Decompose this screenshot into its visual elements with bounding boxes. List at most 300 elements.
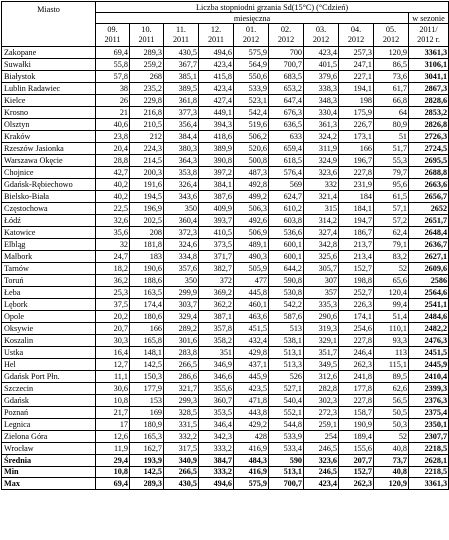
monthly-value: 380,3: [164, 143, 199, 155]
monthly-value: 289,2: [164, 323, 199, 335]
table-row: [2, 407, 449, 419]
city-name: Poznań: [2, 407, 96, 419]
monthly-value: 350: [164, 275, 199, 287]
monthly-value: 610,2: [269, 203, 304, 215]
monthly-value: 382,7: [199, 263, 234, 275]
monthly-value: 323,6: [304, 455, 339, 467]
monthly-value: 356,4: [164, 119, 199, 131]
monthly-value: 11,1: [96, 371, 130, 383]
monthly-value: 358,2: [199, 335, 234, 347]
monthly-value: 110,1: [374, 323, 409, 335]
monthly-value: 505,9: [234, 263, 269, 275]
month-header: 02. 2012: [269, 24, 304, 47]
monthly-value: 227,1: [339, 71, 374, 83]
monthly-value: 30,3: [96, 335, 130, 347]
monthly-value: 700,7: [269, 478, 304, 490]
monthly-value: 449,1: [199, 107, 234, 119]
monthly-value: 443,8: [234, 407, 269, 419]
monthly-value: 603,8: [269, 215, 304, 227]
monthly-value: 235,2: [130, 83, 164, 95]
monthly-value: 186,7: [339, 227, 374, 239]
monthly-value: 166: [339, 143, 374, 155]
monthly-value: 246,5: [304, 466, 339, 478]
monthly-value: 423,4: [304, 478, 339, 490]
monthly-value: 299,9: [164, 287, 199, 299]
monthly-value: 194,7: [339, 215, 374, 227]
monthly-value: 148,1: [130, 347, 164, 359]
monthly-value: 323,6: [304, 167, 339, 179]
monthly-value: 351: [199, 347, 234, 359]
table-row: [2, 347, 449, 359]
monthly-value: 349,5: [304, 359, 339, 371]
season-total: 3041,1: [409, 71, 449, 83]
monthly-value: 324,2: [304, 131, 339, 143]
monthly-value: 379,6: [304, 71, 339, 83]
monthly-value: 600,1: [269, 239, 304, 251]
monthly-value: 22,5: [96, 203, 130, 215]
monthly-value: 321,7: [164, 383, 199, 395]
monthly-value: 113: [374, 347, 409, 359]
city-name: Łeba: [2, 287, 96, 299]
monthly-value: 389,9: [199, 143, 234, 155]
monthly-value: 196,7: [339, 155, 374, 167]
monthly-value: 315: [304, 203, 339, 215]
monthly-value: 241,8: [339, 371, 374, 383]
monthly-value: 590: [269, 455, 304, 467]
season-total: 2726,3: [409, 131, 449, 143]
monthly-value: 520,6: [234, 143, 269, 155]
monthly-value: 283,8: [164, 347, 199, 359]
monthly-value: 494,6: [199, 478, 234, 490]
monthly-value: 506,9: [234, 227, 269, 239]
season-total: 2484,6: [409, 311, 449, 323]
monthly-value: 542,4: [234, 107, 269, 119]
monthly-value: 212: [130, 131, 164, 143]
monthly-value: 357,6: [164, 263, 199, 275]
monthly-value: 198: [339, 95, 374, 107]
city-name: Szczecin: [2, 383, 96, 395]
monthly-value: 311,9: [304, 143, 339, 155]
table-row: [2, 95, 449, 107]
monthly-value: 69,4: [96, 478, 130, 490]
monthly-value: 533,4: [269, 443, 304, 455]
monthly-value: 257,3: [339, 47, 374, 59]
monthly-value: 384,1: [199, 179, 234, 191]
monthly-value: 189,4: [339, 431, 374, 443]
city-name: Kielce: [2, 95, 96, 107]
monthly-value: 36,2: [96, 275, 130, 287]
monthly-value: 536,6: [269, 227, 304, 239]
monthly-value: 303,7: [164, 299, 199, 311]
table-row: [2, 131, 449, 143]
city-name: Kraków: [2, 131, 96, 143]
table-row: [2, 107, 449, 119]
monthly-value: 429,8: [234, 347, 269, 359]
monthly-value: 184,1: [339, 203, 374, 215]
monthly-value: 259,1: [304, 419, 339, 431]
city-name: Gdańsk Port Płn.: [2, 371, 96, 383]
monthly-value: 430,5: [164, 478, 199, 490]
monthly-value: 332: [304, 179, 339, 191]
monthly-value: 328,5: [164, 407, 199, 419]
monthly-value: 177,9: [130, 383, 164, 395]
table-row: [2, 215, 449, 227]
city-name: Gdańsk-Rębiechowo: [2, 179, 96, 191]
monthly-value: 20,2: [96, 311, 130, 323]
month-header: 01. 2012: [234, 24, 269, 47]
monthly-value: 213,4: [339, 251, 374, 263]
season-total: 2218,5: [409, 466, 449, 478]
city-name: Chojnice: [2, 167, 96, 179]
monthly-value: 174,4: [130, 299, 164, 311]
monthly-value: 361,8: [164, 95, 199, 107]
monthly-value: 327,4: [304, 227, 339, 239]
city-name: Warszawa Okęcie: [2, 155, 96, 167]
table-row: [2, 287, 449, 299]
table-row: [2, 335, 449, 347]
monthly-value: 644,2: [269, 263, 304, 275]
monthly-value: 158,7: [339, 407, 374, 419]
monthly-value: 259,2: [130, 59, 164, 71]
monthly-value: 37,5: [96, 299, 130, 311]
monthly-value: 268: [130, 71, 164, 83]
month-header: 03. 2012: [304, 24, 339, 47]
monthly-value: 83,2: [374, 251, 409, 263]
city-name: Elbląg: [2, 239, 96, 251]
monthly-value: 17: [96, 419, 130, 431]
monthly-value: 301,6: [164, 335, 199, 347]
monthly-value: 210,5: [130, 119, 164, 131]
monthly-value: 62,4: [374, 227, 409, 239]
monthly-value: 331,5: [164, 419, 199, 431]
season-total: 2652: [409, 203, 449, 215]
monthly-value: 647,4: [269, 95, 304, 107]
monthly-value: 252,7: [339, 287, 374, 299]
monthly-value: 540,4: [269, 395, 304, 407]
monthly-value: 55,3: [374, 155, 409, 167]
monthly-value: 489,1: [234, 239, 269, 251]
monthly-value: 73,6: [374, 71, 409, 83]
monthly-value: 142,5: [130, 466, 164, 478]
season-total: 2663,6: [409, 179, 449, 191]
season-total: 2609,6: [409, 263, 449, 275]
monthly-value: 307: [304, 275, 339, 287]
monthly-value: 373,5: [199, 239, 234, 251]
city-name: Białystok: [2, 71, 96, 83]
monthly-value: 64: [374, 107, 409, 119]
monthly-value: 394,3: [199, 119, 234, 131]
monthly-value: 346,4: [199, 419, 234, 431]
monthly-value: 401,5: [304, 59, 339, 71]
month-header: 10. 2011: [130, 24, 164, 47]
monthly-value: 190,9: [339, 419, 374, 431]
monthly-value: 499,2: [234, 191, 269, 203]
monthly-value: 463,6: [234, 311, 269, 323]
monthly-value: 353,5: [199, 407, 234, 419]
table-row: [2, 71, 449, 83]
monthly-value: 451,5: [234, 323, 269, 335]
season-total: 2867,3: [409, 83, 449, 95]
monthly-value: 387,6: [199, 191, 234, 203]
monthly-value: 533,9: [269, 431, 304, 443]
table-row: [2, 119, 449, 131]
monthly-value: 152,7: [339, 466, 374, 478]
monthly-value: 350: [164, 203, 199, 215]
monthly-value: 575,9: [234, 478, 269, 490]
monthly-value: 530,8: [269, 287, 304, 299]
monthly-value: 42,7: [96, 167, 130, 179]
city-name: Hel: [2, 359, 96, 371]
monthly-value: 423,4: [199, 83, 234, 95]
season-total: 2410,4: [409, 371, 449, 383]
monthly-value: 569: [269, 179, 304, 191]
monthly-value: 385,1: [164, 71, 199, 83]
monthly-value: 194,1: [339, 83, 374, 95]
season-total: 3106,1: [409, 59, 449, 71]
monthly-value: 299,3: [164, 395, 199, 407]
monthly-value: 305,7: [304, 263, 339, 275]
monthly-value: 150,3: [130, 371, 164, 383]
monthly-value: 266,5: [164, 359, 199, 371]
heating-degree-days-table: [1, 1, 449, 490]
table-row: [2, 311, 449, 323]
monthly-value: 65,6: [374, 275, 409, 287]
monthly-value: 519,6: [234, 119, 269, 131]
monthly-value: 194,5: [130, 191, 164, 203]
city-name: Opole: [2, 311, 96, 323]
season-total: 3361,3: [409, 47, 449, 59]
table-row: [2, 431, 449, 443]
monthly-value: 51,4: [374, 311, 409, 323]
table-row: [2, 299, 449, 311]
monthly-value: 262,3: [339, 359, 374, 371]
monthly-value: 200,3: [130, 167, 164, 179]
monthly-value: 653,2: [269, 83, 304, 95]
monthly-value: 393,7: [199, 215, 234, 227]
monthly-value: 492,6: [234, 215, 269, 227]
monthly-value: 153: [130, 395, 164, 407]
monthly-value: 369,2: [199, 287, 234, 299]
season-total: 2828,6: [409, 95, 449, 107]
monthly-value: 700: [269, 47, 304, 59]
monthly-value: 177,8: [339, 383, 374, 395]
table-row: [2, 383, 449, 395]
season-total: 3361,3: [409, 478, 449, 490]
season-total: 2564,6: [409, 287, 449, 299]
city-name: Koszalin: [2, 335, 96, 347]
monthly-value: 576,4: [269, 167, 304, 179]
season-total: 2307,7: [409, 431, 449, 443]
monthly-value: 227,8: [339, 395, 374, 407]
monthly-value: 24,7: [96, 251, 130, 263]
monthly-value: 357: [304, 287, 339, 299]
monthly-value: 346,6: [199, 371, 234, 383]
monthly-value: 460,1: [234, 299, 269, 311]
monthly-value: 51: [374, 131, 409, 143]
monthly-value: 423,4: [304, 47, 339, 59]
monthly-value: 30,6: [96, 383, 130, 395]
monthly-value: 16,4: [96, 347, 130, 359]
monthly-value: 624,7: [269, 191, 304, 203]
city-name: Ustka: [2, 347, 96, 359]
monthly-value: 430,5: [164, 47, 199, 59]
monthly-value: 214,5: [130, 155, 164, 167]
monthly-value: 357,8: [199, 323, 234, 335]
monthly-value: 226,7: [339, 119, 374, 131]
city-name: Łódź: [2, 215, 96, 227]
monthly-value: 659,4: [269, 143, 304, 155]
monthly-value: 213,7: [339, 239, 374, 251]
monthly-value: 416,9: [234, 466, 269, 478]
monthly-value: 487,3: [234, 167, 269, 179]
monthly-value: 575,9: [234, 47, 269, 59]
monthly-value: 120,4: [374, 287, 409, 299]
monthly-value: 542,2: [269, 299, 304, 311]
city-name: Średnia: [2, 455, 96, 467]
table-row: [2, 59, 449, 71]
monthly-value: 415,8: [199, 71, 234, 83]
monthly-value: 513,1: [269, 466, 304, 478]
monthly-value: 193,9: [130, 455, 164, 467]
table-row: [2, 323, 449, 335]
monthly-value: 683,5: [269, 71, 304, 83]
summary-row: [2, 478, 449, 490]
monthly-value: 372: [199, 275, 234, 287]
city-name: Zielona Góra: [2, 431, 96, 443]
monthly-value: 181,8: [130, 239, 164, 251]
city-name: Katowice: [2, 227, 96, 239]
monthly-value: 484,3: [234, 455, 269, 467]
monthly-value: 314,2: [304, 215, 339, 227]
monthly-value: 346,9: [199, 359, 234, 371]
monthly-value: 190,6: [130, 263, 164, 275]
monthly-value: 387,1: [199, 311, 234, 323]
monthly-value: 191,6: [130, 179, 164, 191]
table-row: [2, 239, 449, 251]
monthly-value: 11,9: [96, 443, 130, 455]
monthly-value: 174,1: [339, 311, 374, 323]
season-total: 2628,1: [409, 455, 449, 467]
monthly-value: 180,9: [130, 419, 164, 431]
monthly-header: miesięczna: [96, 13, 409, 24]
season-total: 2724,5: [409, 143, 449, 155]
monthly-value: 18,2: [96, 263, 130, 275]
monthly-value: 384,4: [164, 131, 199, 143]
city-name: Legnica: [2, 419, 96, 431]
monthly-value: 513,1: [269, 347, 304, 359]
monthly-value: 355,6: [199, 383, 234, 395]
monthly-value: 216,8: [130, 107, 164, 119]
season-total: 2648,4: [409, 227, 449, 239]
monthly-value: 353,8: [164, 167, 199, 179]
season-total: 2445,9: [409, 359, 449, 371]
monthly-value: 324,9: [304, 155, 339, 167]
season-total: 2688,8: [409, 167, 449, 179]
monthly-value: 155,6: [339, 443, 374, 455]
monthly-value: 289,3: [130, 47, 164, 59]
monthly-value: 50,5: [374, 407, 409, 419]
monthly-value: 492,8: [234, 179, 269, 191]
table-title: Liczba stopniodni grzania Sd(15°C) (°Cdzień): [96, 2, 449, 13]
monthly-value: 338,3: [304, 83, 339, 95]
monthly-value: 57,1: [374, 203, 409, 215]
monthly-value: 564,9: [234, 59, 269, 71]
monthly-value: 330,4: [304, 107, 339, 119]
monthly-value: 198,8: [339, 275, 374, 287]
monthly-value: 587,6: [269, 311, 304, 323]
monthly-value: 544,8: [269, 419, 304, 431]
city-name: Częstochowa: [2, 203, 96, 215]
monthly-value: 384,7: [199, 455, 234, 467]
monthly-value: 246,5: [304, 443, 339, 455]
monthly-value: 173,1: [339, 131, 374, 143]
monthly-value: 175,9: [339, 107, 374, 119]
city-name: Bielsko-Biała: [2, 191, 96, 203]
monthly-value: 286,6: [164, 371, 199, 383]
monthly-value: 166: [130, 323, 164, 335]
monthly-value: 360,4: [164, 215, 199, 227]
monthly-value: 272,3: [304, 407, 339, 419]
monthly-value: 351,7: [304, 347, 339, 359]
season-total: 2627,1: [409, 251, 449, 263]
monthly-value: 73,7: [374, 455, 409, 467]
season-total: 2826,8: [409, 119, 449, 131]
city-name: Krosno: [2, 107, 96, 119]
season-period-header: 2011/ 2012 r.: [409, 24, 449, 47]
table-row: [2, 143, 449, 155]
season-total: 2218,5: [409, 443, 449, 455]
city-name: Tarnów: [2, 263, 96, 275]
monthly-value: 52: [374, 263, 409, 275]
city-name: Max: [2, 478, 96, 490]
monthly-value: 57,8: [96, 71, 130, 83]
monthly-value: 423,5: [234, 383, 269, 395]
monthly-value: 247,1: [339, 59, 374, 71]
monthly-value: 188,6: [130, 275, 164, 287]
monthly-value: 38: [96, 83, 130, 95]
monthly-value: 506,3: [234, 203, 269, 215]
monthly-value: 152,7: [339, 263, 374, 275]
monthly-value: 86,5: [374, 59, 409, 71]
monthly-value: 361,3: [304, 119, 339, 131]
monthly-value: 163,5: [130, 287, 164, 299]
season-total: 2482,2: [409, 323, 449, 335]
monthly-value: 428: [234, 431, 269, 443]
monthly-value: 115,1: [374, 359, 409, 371]
monthly-value: 429,2: [234, 419, 269, 431]
city-column-header: Miasto: [2, 2, 96, 47]
city-name: Lublin Radawiec: [2, 83, 96, 95]
monthly-value: 600,1: [269, 251, 304, 263]
monthly-value: 180,6: [130, 311, 164, 323]
monthly-value: 266,5: [164, 466, 199, 478]
monthly-value: 120,9: [374, 47, 409, 59]
monthly-value: 23,8: [96, 131, 130, 143]
table-row: [2, 359, 449, 371]
monthly-value: 254: [304, 431, 339, 443]
monthly-value: 32,6: [96, 215, 130, 227]
season-total: 2651,7: [409, 215, 449, 227]
table-row: [2, 443, 449, 455]
monthly-value: 51,7: [374, 143, 409, 155]
monthly-value: 55,8: [96, 59, 130, 71]
monthly-value: 342,8: [304, 239, 339, 251]
city-name: Wrocław: [2, 443, 96, 455]
monthly-value: 526: [269, 371, 304, 383]
monthly-value: 35,6: [96, 227, 130, 239]
season-total: 2399,3: [409, 383, 449, 395]
monthly-value: 333,2: [199, 466, 234, 478]
